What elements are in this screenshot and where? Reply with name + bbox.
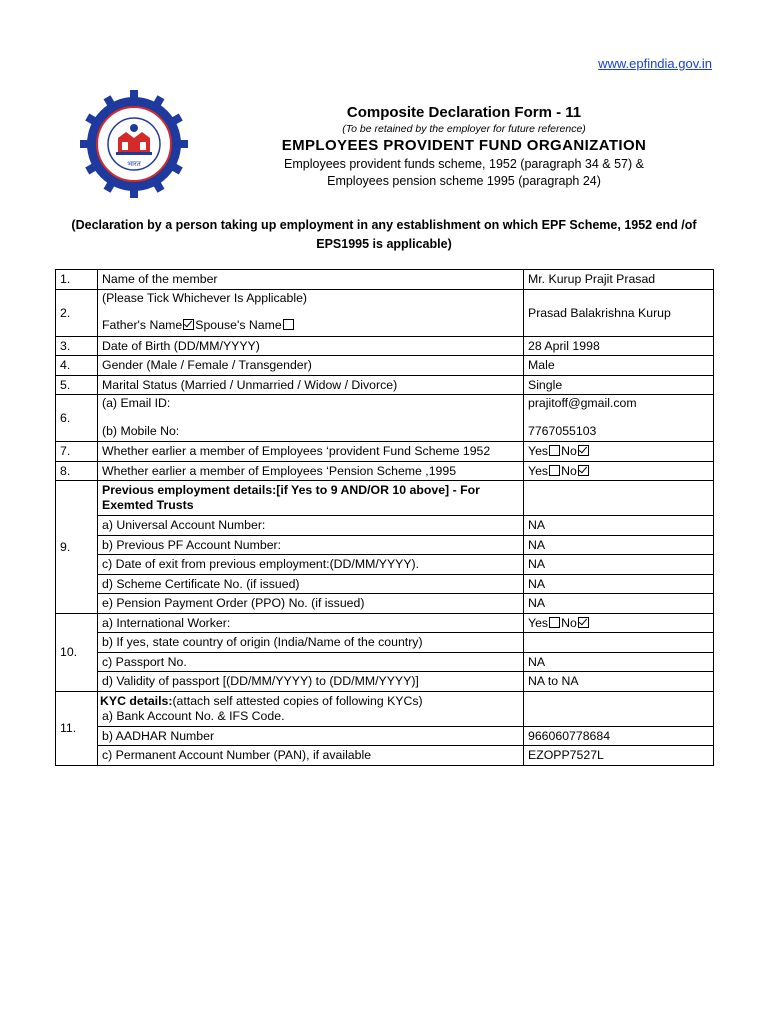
declaration-statement: (Declaration by a person taking up employment in any establishment on which EPF Scheme, 1952 end /of EPS1995 is applicable)	[71, 218, 697, 251]
field-label: a) Bank Account No. & IFS Code.	[102, 708, 285, 723]
field-label: Gender (Male / Female / Transgender)	[98, 356, 524, 376]
row-number: 7.	[56, 442, 98, 462]
no-checkbox[interactable]	[578, 445, 589, 456]
table-row	[56, 613, 714, 633]
table-row	[56, 726, 714, 746]
form-title: Composite Declaration Form - 11	[346, 104, 582, 121]
organization-name: EMPLOYEES PROVIDENT FUND ORGANIZATION	[281, 137, 647, 154]
yes-no-choice	[524, 442, 714, 462]
form-subtitle: (To be retained by the employer for future reference)	[342, 123, 586, 135]
passport-validity-value[interactable]: NA to NA	[524, 672, 714, 692]
row-number: 4.	[56, 356, 98, 376]
table-row	[56, 442, 714, 462]
field-label: Marital Status (Married / Unmarried / Widow / Divorce)	[98, 375, 524, 395]
ppo-value[interactable]: NA	[524, 594, 714, 614]
spouse-name-checkbox[interactable]	[283, 319, 294, 330]
yes-checkbox[interactable]	[549, 465, 560, 476]
field-label: a) International Worker:	[98, 613, 524, 633]
table-row	[56, 270, 714, 290]
field-label: d) Validity of passport [(DD/MM/YYYY) to (DD/MM/YYYY)]	[98, 672, 524, 692]
table-row	[56, 395, 714, 442]
spouse-name-label: Spouse's Name	[195, 317, 282, 332]
row-number: 3.	[56, 336, 98, 356]
no-label: No	[561, 444, 577, 459]
svg-text:भारत: भारत	[127, 160, 141, 168]
table-row	[56, 516, 714, 536]
no-checkbox[interactable]	[578, 465, 589, 476]
row-number: 10.	[56, 613, 98, 691]
country-value[interactable]	[524, 633, 714, 653]
row-number: 5.	[56, 375, 98, 395]
kyc-heading-note: (attach self attested copies of following KYCs)	[172, 693, 423, 708]
no-label: No	[561, 463, 577, 478]
no-checkbox[interactable]	[578, 617, 589, 628]
row-number: 9.	[56, 481, 98, 614]
table-row	[56, 535, 714, 555]
field-label: c) Date of exit from previous employment:(DD/MM/YYYY).	[98, 555, 524, 575]
table-row	[56, 375, 714, 395]
father-name-checkbox[interactable]	[183, 319, 194, 330]
website-link[interactable]: www.epfindia.gov.in	[598, 56, 712, 71]
field-label: Date of Birth (DD/MM/YYYY)	[98, 336, 524, 356]
field-label: d) Scheme Certificate No. (if issued)	[98, 574, 524, 594]
aadhar-value[interactable]: 966060778684	[524, 726, 714, 746]
table-row	[56, 672, 714, 692]
pan-value[interactable]: EZOPP7527L	[524, 746, 714, 766]
table-row	[56, 289, 714, 336]
field-label	[98, 289, 524, 336]
table-row	[56, 356, 714, 376]
yes-label: Yes	[528, 615, 549, 630]
field-label: b) Previous PF Account Number:	[98, 535, 524, 555]
row-number: 2.	[56, 289, 98, 336]
mobile-value[interactable]: 7767055103	[528, 424, 597, 438]
table-row	[56, 746, 714, 766]
section-heading: Previous employment details:[if Yes to 9 AND/OR 10 above] - For Exemted Trusts	[98, 481, 524, 516]
table-row	[56, 594, 714, 614]
declaration-table	[55, 269, 714, 766]
field-label: b) AADHAR Number	[98, 726, 524, 746]
table-row	[56, 633, 714, 653]
father-name-value[interactable]: Prasad Balakrishna Kurup	[524, 289, 714, 336]
field-label: Name of the member	[98, 270, 524, 290]
field-label: e) Pension Payment Order (PPO) No. (if issued)	[98, 594, 524, 614]
epfo-logo	[78, 88, 190, 200]
mobile-label: (b) Mobile No:	[102, 424, 180, 438]
contact-values	[524, 395, 714, 442]
email-label: (a) Email ID:	[102, 396, 171, 410]
empty-cell	[524, 481, 714, 516]
member-name-value[interactable]: Mr. Kurup Prajit Prasad	[524, 270, 714, 290]
bank-account-value[interactable]	[524, 691, 714, 726]
row-number: 8.	[56, 461, 98, 481]
kyc-heading: KYC details:	[100, 693, 173, 708]
field-label: c) Passport No.	[98, 652, 524, 672]
row-number: 11.	[56, 691, 98, 765]
no-label: No	[561, 615, 577, 630]
table-row	[56, 481, 714, 516]
table-row	[56, 461, 714, 481]
scheme-line-1: Employees provident funds scheme, 1952 (paragraph 34 & 57) &	[284, 157, 644, 171]
table-row	[56, 574, 714, 594]
marital-status-value[interactable]: Single	[524, 375, 714, 395]
field-label	[98, 395, 524, 442]
dob-value[interactable]: 28 April 1998	[524, 336, 714, 356]
field-label: Whether earlier a member of Employees ‘provident Fund Scheme 1952	[98, 442, 524, 462]
row-number: 6.	[56, 395, 98, 442]
yes-no-choice	[524, 461, 714, 481]
field-label: b) If yes, state country of origin (India/Name of the country)	[98, 633, 524, 653]
table-row	[56, 336, 714, 356]
yes-no-choice	[524, 613, 714, 633]
table-row	[56, 652, 714, 672]
yes-label: Yes	[528, 463, 549, 478]
yes-checkbox[interactable]	[549, 445, 560, 456]
passport-value[interactable]: NA	[524, 652, 714, 672]
father-name-label: Father's Name	[102, 317, 183, 332]
gender-value[interactable]: Male	[524, 356, 714, 376]
scheme-line-2: Employees pension scheme 1995 (paragraph 24)	[327, 174, 601, 188]
section-heading	[98, 691, 524, 726]
yes-checkbox[interactable]	[549, 617, 560, 628]
pf-account-value[interactable]: NA	[524, 535, 714, 555]
table-row	[56, 691, 714, 726]
table-row	[56, 555, 714, 575]
email-value[interactable]: prajitoff@gmail.com	[528, 396, 637, 410]
field-label: Whether earlier a member of Employees ‘Pension Scheme ,1995	[98, 461, 524, 481]
tick-instruction: (Please Tick Whichever Is Applicable)	[102, 290, 308, 305]
yes-label: Yes	[528, 444, 549, 459]
field-label: c) Permanent Account Number (PAN), if available	[98, 746, 524, 766]
field-label: a) Universal Account Number:	[98, 516, 524, 536]
row-number: 1.	[56, 270, 98, 290]
uan-value[interactable]: NA	[524, 516, 714, 536]
exit-date-value[interactable]: NA	[524, 555, 714, 575]
scheme-certificate-value[interactable]: NA	[524, 574, 714, 594]
